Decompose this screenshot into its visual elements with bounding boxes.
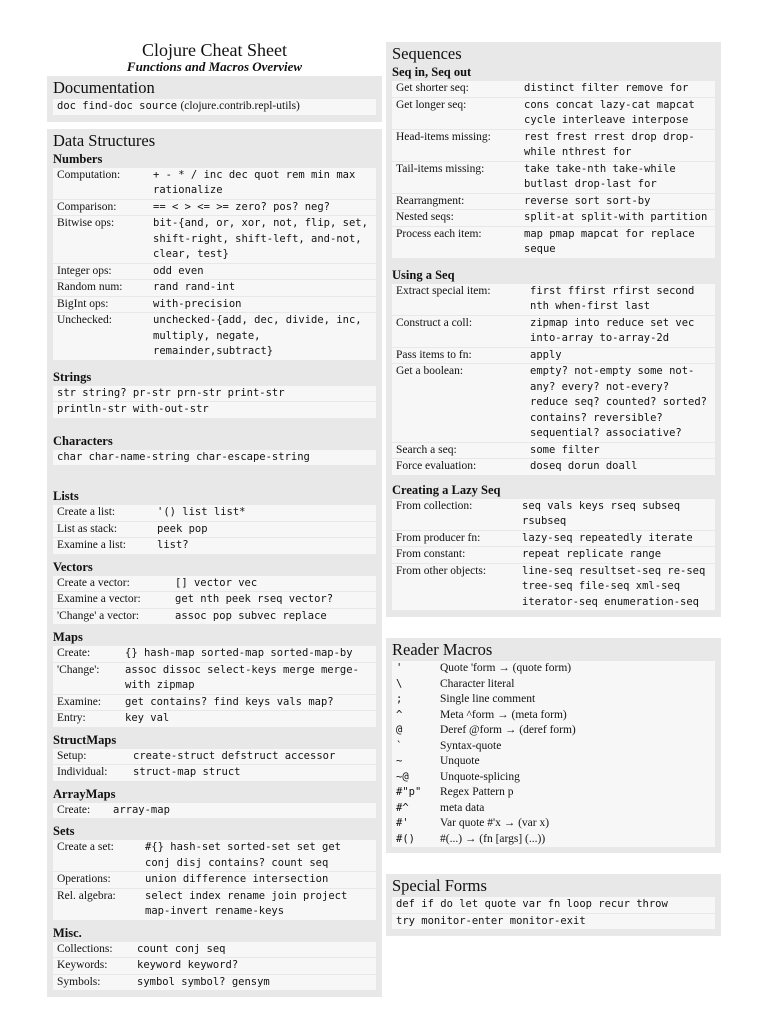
table-row bbox=[53, 280, 376, 296]
row-label: Create: bbox=[57, 803, 91, 816]
macro-row bbox=[392, 661, 715, 677]
strings-lines bbox=[53, 386, 376, 418]
row-value: seq vals keys rseq subseq rsubseq bbox=[522, 499, 681, 527]
row-value: union difference intersection bbox=[145, 873, 329, 885]
table-row bbox=[392, 81, 715, 97]
macro-symbol: ` bbox=[396, 739, 403, 752]
table-row bbox=[392, 98, 715, 129]
row-label: Computation: bbox=[57, 168, 121, 181]
sequences-panel bbox=[386, 42, 721, 617]
data-structures-panel bbox=[47, 129, 382, 998]
table-row bbox=[53, 505, 376, 521]
row-label: Get shorter seq: bbox=[396, 82, 469, 94]
characters-lines bbox=[53, 450, 376, 466]
table-row bbox=[392, 194, 715, 210]
macro-description: Unquote bbox=[440, 755, 480, 767]
row-label: Comparison: bbox=[57, 200, 117, 213]
lists-table bbox=[53, 505, 376, 554]
table-row bbox=[53, 609, 376, 625]
maps-table bbox=[53, 646, 376, 727]
row-value: unchecked-{add, dec, divide, inc, multiply, negate, remainder,subtract} bbox=[153, 314, 362, 357]
row-value: count conj seq bbox=[137, 942, 226, 955]
row-label: Tail-items missing: bbox=[396, 162, 485, 175]
macro-description: Quote 'form → (quote form) bbox=[440, 662, 572, 674]
table-row bbox=[53, 576, 376, 592]
row-label: Rearrangment: bbox=[396, 194, 465, 207]
row-value: cons concat lazy-cat mapcat cycle interleave interpose bbox=[524, 98, 695, 126]
macro-row bbox=[392, 677, 715, 693]
documentation-extra: (clojure.contrib.repl-utils) bbox=[180, 100, 300, 112]
macro-symbol: #^ bbox=[396, 801, 409, 814]
row-value: + - * / inc dec quot rem min max rationalize bbox=[153, 168, 356, 196]
special-forms-title: Special Forms bbox=[392, 876, 487, 895]
table-row bbox=[392, 316, 715, 347]
macro-row bbox=[392, 739, 715, 755]
documentation-line bbox=[53, 99, 376, 115]
row-label: BigInt ops: bbox=[57, 297, 109, 310]
row-label: Create a set: bbox=[57, 841, 114, 853]
row-value: doseq dorun doall bbox=[530, 460, 638, 472]
row-label: Create a list: bbox=[57, 506, 116, 518]
arraymaps-title: ArrayMaps bbox=[53, 786, 116, 801]
structmaps-table bbox=[53, 749, 376, 781]
seq-in-out-title: Seq in, Seq out bbox=[392, 65, 472, 79]
macro-row bbox=[392, 801, 715, 817]
row-value: select index rename join project map-invert rename-keys bbox=[145, 889, 348, 917]
row-label: Rel. algebra: bbox=[57, 889, 116, 902]
row-label: Setup: bbox=[57, 749, 87, 762]
numbers-table bbox=[53, 168, 376, 360]
row-label: Force evaluation: bbox=[396, 460, 477, 472]
reader-macros-panel bbox=[386, 638, 721, 853]
code-line: char char-name-string char-escape-string bbox=[53, 450, 376, 466]
macro-symbol: #' bbox=[396, 817, 409, 829]
table-row bbox=[392, 162, 715, 193]
row-label: List as stack: bbox=[57, 522, 118, 535]
row-label: Extract special item: bbox=[396, 284, 491, 297]
using-a-seq-title: Using a Seq bbox=[392, 267, 455, 282]
table-row bbox=[53, 663, 376, 694]
row-label: Integer ops: bbox=[57, 264, 112, 277]
row-value: apply bbox=[530, 348, 562, 361]
macro-row bbox=[392, 816, 715, 832]
macro-row bbox=[392, 708, 715, 724]
maps-title: Maps bbox=[53, 630, 83, 644]
vectors-title: Vectors bbox=[53, 559, 93, 574]
table-row bbox=[53, 711, 376, 727]
row-label: Pass items to fn: bbox=[396, 348, 472, 361]
row-label: Unchecked: bbox=[57, 314, 112, 326]
macro-symbol: @ bbox=[396, 724, 403, 736]
row-label: Get a boolean: bbox=[396, 365, 464, 377]
table-row bbox=[392, 348, 715, 364]
table-row bbox=[53, 765, 376, 781]
macro-symbol: \ bbox=[396, 677, 403, 690]
documentation-title: Documentation bbox=[53, 78, 155, 97]
table-row bbox=[53, 522, 376, 538]
lists-title: Lists bbox=[53, 489, 79, 503]
table-row bbox=[53, 168, 376, 199]
table-row bbox=[53, 975, 376, 991]
table-row bbox=[392, 210, 715, 226]
misc-table bbox=[53, 942, 376, 991]
table-row bbox=[53, 889, 376, 920]
table-row bbox=[392, 130, 715, 161]
row-label: Operations: bbox=[57, 873, 111, 885]
row-value: get contains? find keys vals map? bbox=[125, 695, 334, 708]
row-label: Examine a list: bbox=[57, 539, 126, 551]
row-value: first ffirst rfirst second nth when-first last bbox=[530, 284, 695, 312]
macro-description: meta data bbox=[440, 801, 485, 814]
row-value: distinct filter remove for bbox=[524, 82, 689, 94]
table-row bbox=[53, 264, 376, 280]
row-value: empty? not-empty some not-any? every? not-every? reduce seq? counted? sorted? contains? reversible? sequential? associative? bbox=[530, 365, 708, 439]
row-value: rest frest rrest drop drop-while nthrest for bbox=[524, 130, 695, 158]
table-row bbox=[392, 364, 715, 442]
row-label: Collections: bbox=[57, 942, 113, 955]
arraymaps-table bbox=[53, 803, 376, 819]
row-label: From producer fn: bbox=[396, 531, 481, 544]
table-row bbox=[392, 284, 715, 315]
row-label: Keywords: bbox=[57, 959, 108, 971]
table-row bbox=[392, 499, 715, 530]
row-value: take take-nth take-while butlast drop-last for bbox=[524, 162, 676, 190]
row-value: symbol symbol? gensym bbox=[137, 975, 270, 988]
table-row bbox=[392, 459, 715, 475]
row-value: assoc dissoc select-keys merge merge-with zipmap bbox=[125, 663, 359, 691]
row-value: [] vector vec bbox=[175, 576, 258, 589]
row-value: lazy-seq repeatedly iterate bbox=[522, 531, 693, 544]
seq-in-out-table bbox=[392, 81, 715, 258]
page-header bbox=[47, 40, 382, 74]
row-label: Process each item: bbox=[396, 227, 482, 240]
structmaps-title: StructMaps bbox=[53, 732, 117, 747]
table-row bbox=[53, 749, 376, 765]
table-row bbox=[392, 443, 715, 459]
row-value: keyword keyword? bbox=[137, 959, 239, 971]
sets-title: Sets bbox=[53, 824, 75, 838]
code-line: str string? pr-str prn-str print-str bbox=[53, 386, 376, 402]
row-value: line-seq resultset-seq re-seq tree-seq file-seq xml-seq iterator-seq enumeration-seq bbox=[522, 564, 706, 608]
macro-row bbox=[392, 723, 715, 739]
using-a-seq-table bbox=[392, 284, 715, 475]
table-row bbox=[53, 803, 376, 819]
row-value: map pmap mapcat for replace seque bbox=[524, 227, 695, 255]
row-value: get nth peek rseq vector? bbox=[175, 593, 334, 605]
row-label: Individual: bbox=[57, 766, 108, 778]
table-row bbox=[53, 942, 376, 958]
misc-title: Misc. bbox=[53, 925, 82, 940]
macro-row bbox=[392, 770, 715, 786]
numbers-title: Numbers bbox=[53, 151, 103, 166]
row-label: Head-items missing: bbox=[396, 130, 491, 143]
macro-symbol: #() bbox=[396, 832, 415, 845]
row-label: From collection: bbox=[396, 499, 473, 512]
row-value: split-at split-with partition bbox=[524, 211, 708, 223]
row-value: create-struct defstruct accessor bbox=[133, 749, 336, 762]
code-line: try monitor-enter monitor-exit bbox=[392, 914, 715, 930]
row-value: {} hash-map sorted-map sorted-map-by bbox=[125, 647, 353, 659]
table-row bbox=[53, 840, 376, 871]
macro-description: Character literal bbox=[440, 677, 515, 690]
vectors-table bbox=[53, 576, 376, 625]
row-label: Create: bbox=[57, 647, 91, 659]
sequences-title: Sequences bbox=[392, 44, 462, 63]
macro-description: #(...) → (fn [args] (...)) bbox=[440, 832, 546, 845]
row-value: peek pop bbox=[157, 522, 208, 535]
row-label: 'Change': bbox=[57, 663, 100, 676]
macro-row bbox=[392, 785, 715, 801]
macro-description: Deref @form → (deref form) bbox=[440, 724, 576, 736]
row-label: Examine a vector: bbox=[57, 593, 141, 605]
row-label: Search a seq: bbox=[396, 443, 457, 456]
macro-symbol: #"p" bbox=[396, 786, 422, 798]
table-row bbox=[392, 547, 715, 563]
documentation-panel bbox=[47, 76, 382, 122]
table-row bbox=[53, 313, 376, 360]
macro-row bbox=[392, 754, 715, 770]
macro-symbol: ; bbox=[396, 693, 403, 705]
sets-table bbox=[53, 840, 376, 920]
row-value: '() list list* bbox=[157, 506, 246, 518]
row-value: struct-map struct bbox=[133, 766, 241, 778]
row-value: == < > <= >= zero? pos? neg? bbox=[153, 200, 331, 213]
row-label: Bitwise ops: bbox=[57, 217, 115, 229]
row-label: Construct a coll: bbox=[396, 316, 473, 329]
row-value: #{} hash-set sorted-set set get conj disj contains? count seq bbox=[145, 841, 341, 869]
row-label: From constant: bbox=[396, 548, 466, 560]
macro-row bbox=[392, 832, 715, 848]
row-value: assoc pop subvec replace bbox=[175, 609, 327, 622]
table-row bbox=[53, 297, 376, 313]
page-subtitle: Functions and Macros Overview bbox=[126, 59, 303, 74]
row-value: odd even bbox=[153, 264, 204, 277]
table-row bbox=[53, 592, 376, 608]
row-label: Create a vector: bbox=[57, 576, 130, 589]
data-structures-title: Data Structures bbox=[53, 130, 156, 150]
table-row bbox=[53, 646, 376, 662]
row-label: 'Change' a vector: bbox=[57, 609, 140, 622]
special-forms-lines bbox=[392, 897, 715, 929]
macro-symbol: ~ bbox=[396, 755, 403, 767]
table-row bbox=[53, 216, 376, 263]
macro-description: Meta ^form → (meta form) bbox=[440, 708, 567, 721]
row-label: From other objects: bbox=[396, 564, 487, 577]
row-value: some filter bbox=[530, 443, 600, 456]
lazy-seq-title: Creating a Lazy Seq bbox=[392, 482, 501, 497]
table-row bbox=[53, 958, 376, 974]
table-row bbox=[53, 695, 376, 711]
macro-description: Var quote #'x → (var x) bbox=[440, 817, 550, 829]
row-value: repeat replicate range bbox=[522, 548, 662, 560]
right-column bbox=[386, 42, 721, 943]
row-label: Symbols: bbox=[57, 975, 101, 988]
row-value: reverse sort sort-by bbox=[524, 194, 651, 207]
row-label: Nested seqs: bbox=[396, 211, 454, 223]
macro-symbol: ' bbox=[396, 662, 403, 674]
code-line: println-str with-out-str bbox=[53, 402, 376, 418]
row-value: list? bbox=[157, 539, 189, 551]
table-row bbox=[53, 200, 376, 216]
special-forms-panel bbox=[386, 874, 721, 936]
table-row bbox=[392, 564, 715, 611]
macro-description: Single line comment bbox=[440, 693, 536, 705]
macro-symbol: ~@ bbox=[396, 770, 409, 783]
left-column bbox=[47, 40, 382, 1004]
characters-title: Characters bbox=[53, 433, 113, 448]
row-value: array-map bbox=[113, 803, 170, 816]
lazy-seq-table bbox=[392, 499, 715, 611]
documentation-code: doc find-doc source bbox=[57, 100, 178, 112]
page-title: Clojure Cheat Sheet bbox=[142, 40, 287, 60]
strings-title: Strings bbox=[53, 369, 92, 384]
row-label: Random num: bbox=[57, 281, 123, 293]
macro-description: Unquote-splicing bbox=[440, 770, 520, 783]
row-value: zipmap into reduce set vec into-array to-array-2d bbox=[530, 316, 695, 344]
code-line: def if do let quote var fn loop recur throw bbox=[392, 897, 715, 913]
table-row bbox=[53, 872, 376, 888]
row-value: key val bbox=[125, 712, 170, 724]
macro-symbol: ^ bbox=[396, 708, 403, 721]
macro-description: Syntax-quote bbox=[440, 739, 502, 752]
row-value: rand rand-int bbox=[153, 281, 236, 293]
reader-macros-title: Reader Macros bbox=[392, 640, 493, 659]
row-label: Examine: bbox=[57, 695, 102, 708]
row-label: Get longer seq: bbox=[396, 98, 467, 111]
row-value: bit-{and, or, xor, not, flip, set, shift-right, shift-left, and-not, clear, test} bbox=[153, 217, 368, 260]
macro-description: Regex Pattern p bbox=[440, 786, 514, 798]
macro-row bbox=[392, 692, 715, 708]
table-row bbox=[53, 538, 376, 554]
table-row bbox=[392, 531, 715, 547]
table-row bbox=[392, 227, 715, 258]
reader-macros-table bbox=[392, 661, 715, 847]
row-value: with-precision bbox=[153, 297, 242, 310]
row-label: Entry: bbox=[57, 712, 86, 724]
